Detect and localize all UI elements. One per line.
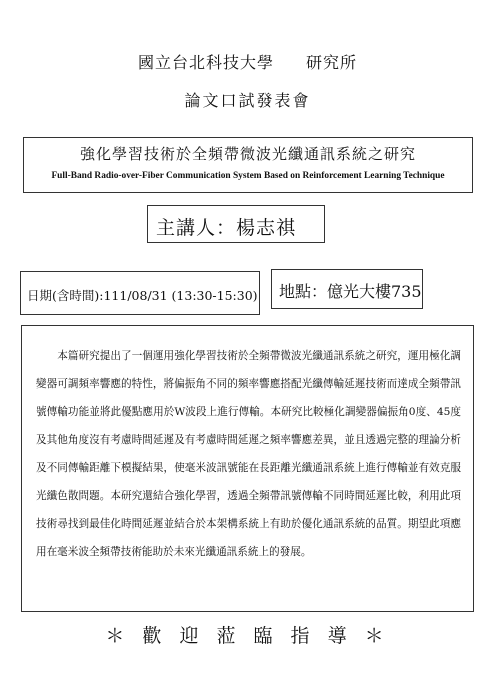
speaker-name: 主講人：楊志祺: [156, 217, 297, 239]
place-box: [271, 269, 423, 309]
date-time: 日期(含時間):111/08/31 (13:30-15:30): [27, 288, 258, 303]
welcome-footer: ＊ 歡 迎 蒞 臨 指 導 ＊: [105, 625, 390, 647]
university-name: 國立台北科技大學: [137, 53, 274, 72]
thesis-title-en: Full-Band Radio-over-Fiber Communication System Based on Reinforcement Learning Technique: [51, 171, 445, 181]
header-university-line: [0, 50, 495, 73]
abstract-box: [21, 325, 474, 612]
location: 地點：億光大樓735: [279, 282, 422, 301]
abstract-text: 本篇研究提出了一個運用強化學習技術於全頻帶微波光纖通訊系統之研究，運用極化調變器可調頻率響應的特性，將偏振角不同的頻率響應搭配光纖傳輸延遲技術而達成全頻帶訊號傳輸功能並將此優點應用於W波段上進行傳輸。本研究比較極化調變器偏振角0度、45度及其他角度沒有考慮時間延遲及有考慮時間延遲之頻率響應差異，並且透過完整的理論分析及不同傳輸距離下模擬結果，使毫米波訊號能在長距離光纖通訊系統上進行傳輸並有效克服光纖色散問題。本研究還結合強化學習，透過全頻帶訊號傳輸不同時間延遲比較，利用此項技術尋找到最佳化時間延遲並結合於本架構系統上有助於優化通訊系統的品質。期望此項應用在毫米波全頻帶技術能助於未來光纖通訊系統上的發展。: [36, 350, 461, 558]
thesis-title-zh: 強化學習技術於全頻帶微波光纖通訊系統之研究: [79, 145, 416, 163]
thesis-title-box: [23, 137, 473, 193]
institute-name: 研究所: [306, 53, 358, 72]
event-title: 論文口試發表會: [184, 91, 311, 110]
speaker-box: [147, 205, 325, 243]
date-box: [20, 271, 260, 315]
